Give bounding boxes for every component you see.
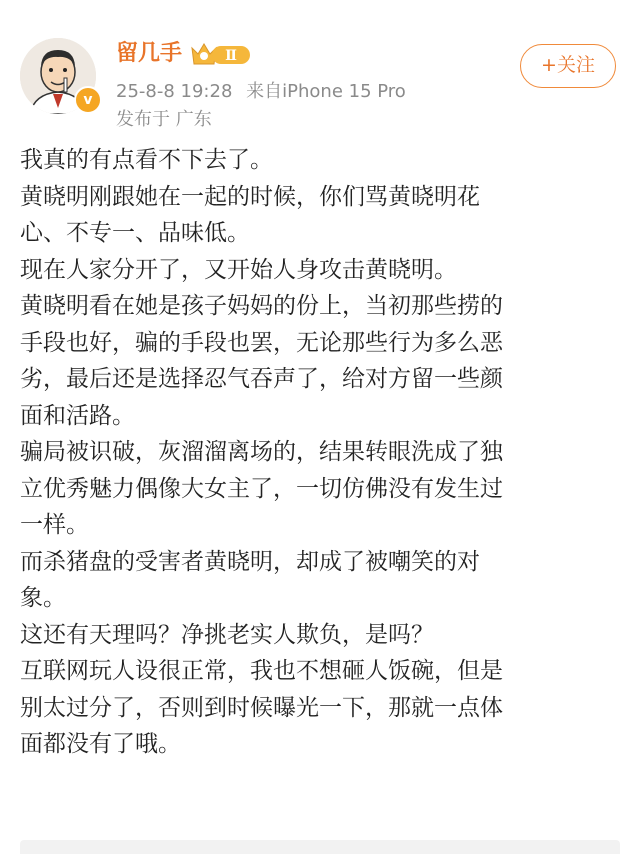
- content-line: 面都没有了哦。: [20, 731, 181, 757]
- post-header: [0, 0, 640, 140]
- member-level: Ⅱ: [225, 48, 237, 64]
- content-line: 象。: [20, 585, 66, 611]
- content-line: 黄晓明刚跟她在一起的时候，你们骂黄晓明花: [20, 183, 480, 210]
- content-line: 别太过分了，否则到时候曝光一下，那就一点体: [20, 694, 503, 721]
- content-line: 互联网玩人设很正常，我也不想砸人饭碗，但是: [20, 658, 503, 684]
- content-line: 骗局被识破，灰溜溜离场的，结果转眼洗成了独: [20, 439, 503, 465]
- verified-badge-icon: v: [74, 86, 102, 114]
- post-timestamp: 25-8-8 19:28: [116, 81, 233, 102]
- username[interactable]: 留几手: [116, 41, 183, 66]
- content-line: 手段也好，骗的手段也罢，无论那些行为多么恶: [20, 329, 503, 356]
- content-line: 现在人家分开了，又开始人身攻击黄晓明。: [20, 256, 457, 283]
- content-line: 劣，最后还是选择忍气吞声了，给对方留一些颜: [20, 366, 503, 392]
- post-meta: [116, 80, 406, 104]
- repost-preview-bar[interactable]: [20, 840, 620, 854]
- content-line: 我真的有点看不下去了。: [20, 147, 273, 173]
- content-line: 心、不专一、品味低。: [20, 220, 250, 246]
- post-source: 来自iPhone 15 Pro: [246, 81, 406, 102]
- content-line: 立优秀魅力偶像大女主了，一切仿佛没有发生过: [20, 475, 503, 502]
- member-crown-icon: [188, 40, 254, 68]
- content-line: 一样。: [20, 512, 89, 538]
- content-line: 黄晓明看在她是孩子妈妈的份上，当初那些捞的: [20, 293, 503, 319]
- post-content: [20, 142, 620, 763]
- post-location: 发布于 广东: [116, 109, 212, 130]
- content-line: 这还有天理吗？净挑老实人欺负，是吗？: [20, 621, 434, 648]
- content-line: 面和活路。: [20, 402, 135, 429]
- content-line: 而杀猪盘的受害者黄晓明，却成了被嘲笑的对: [20, 548, 480, 575]
- follow-button[interactable]: +关注: [520, 44, 616, 88]
